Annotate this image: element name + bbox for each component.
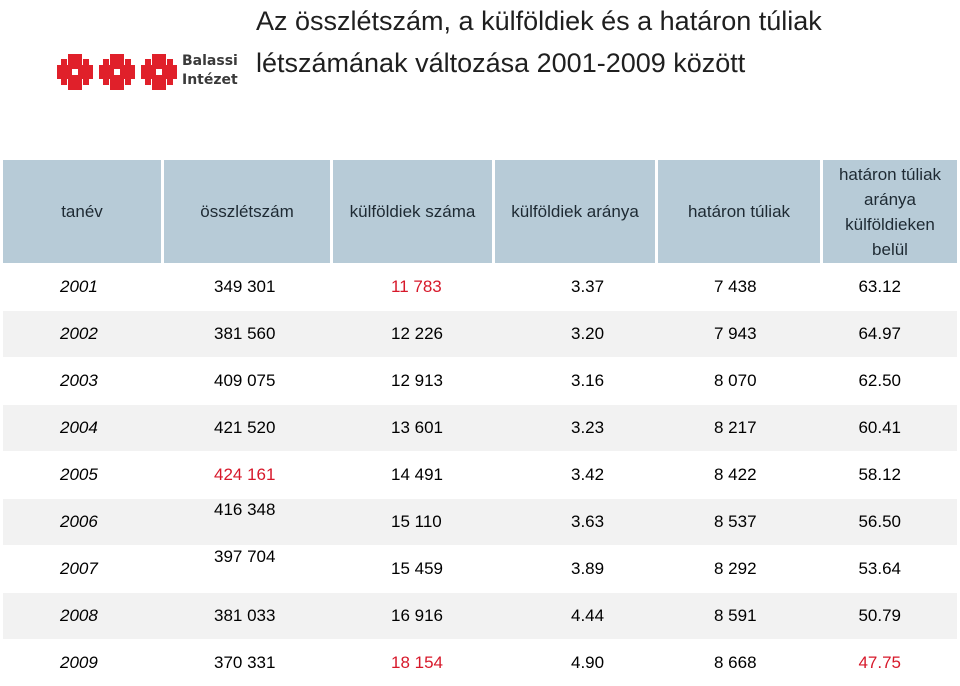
cross-border-ratio-cell-value: 56.50: [858, 512, 901, 531]
foreign-ratio-cell-value: 3.23: [571, 418, 605, 437]
cross-border-cell-value: 8 070: [714, 371, 757, 390]
year-cell-value: 2007: [60, 559, 98, 578]
foreign-cell: [333, 592, 495, 639]
table-row: [3, 310, 957, 357]
total-cell-value: 370 331: [214, 653, 276, 672]
foreign-cell-value: 12 226: [391, 324, 443, 343]
total-cell-value: 421 520: [214, 418, 276, 437]
cross-border-ratio-cell-value: 60.41: [858, 418, 901, 437]
table-row: [3, 404, 957, 451]
cross-border-cell: [658, 404, 823, 451]
cross-border-ratio-cell: [823, 592, 957, 639]
foreign-cell-value: 16 916: [391, 606, 443, 625]
foreign-ratio-cell-value: 3.42: [571, 465, 605, 484]
cross-border-ratio-cell: [823, 545, 957, 592]
foreign-cell-value: 12 913: [391, 371, 443, 390]
total-cell-value: 381 033: [214, 606, 276, 625]
foreign-cell: [333, 498, 495, 545]
foreign-ratio-cell-value: 3.63: [571, 512, 605, 531]
cross-border-ratio-cell-value: 64.97: [858, 324, 901, 343]
cross-border-cell: [658, 451, 823, 498]
table-row: [3, 263, 957, 310]
total-cell: [164, 357, 333, 404]
foreign-ratio-cell: [495, 545, 658, 592]
cross-border-cell-value: 8 591: [714, 606, 757, 625]
cross-border-ratio-cell: [823, 263, 957, 310]
header-total: összlétszám: [164, 160, 333, 263]
cross-border-cell: [658, 263, 823, 310]
foreign-cell: [333, 310, 495, 357]
table-row: [3, 451, 957, 498]
foreign-ratio-cell-value: 4.44: [571, 606, 605, 625]
cross-border-cell-value: 8 668: [714, 653, 757, 672]
foreign-ratio-cell-value: 3.20: [571, 324, 605, 343]
year-cell-value: 2001: [60, 277, 98, 296]
cross-border-ratio-cell: [823, 498, 957, 545]
foreign-ratio-cell: [495, 404, 658, 451]
foreign-cell: [333, 263, 495, 310]
table-row: [3, 357, 957, 404]
total-cell: [164, 451, 333, 498]
year-cell: [3, 498, 164, 545]
year-cell-value: 2006: [60, 512, 98, 531]
year-cell-value: 2004: [60, 418, 98, 437]
table-header-row: [3, 160, 957, 263]
foreign-ratio-cell: [495, 498, 658, 545]
total-cell: [164, 404, 333, 451]
cross-border-ratio-cell: [823, 357, 957, 404]
foreign-ratio-cell: [495, 263, 658, 310]
table-body: [3, 263, 957, 686]
total-cell-value: 416 348: [214, 500, 276, 519]
year-cell-value: 2003: [60, 371, 98, 390]
header-cross-border-ratio: határon túliak aránya külföldieken belül: [823, 160, 957, 263]
foreign-cell-value: 15 459: [391, 559, 443, 578]
cross-border-cell: [658, 498, 823, 545]
foreign-ratio-cell: [495, 451, 658, 498]
foreign-cell-value: 13 601: [391, 418, 443, 437]
cross-border-cell-value: 8 217: [714, 418, 757, 437]
cross-border-ratio-cell: [823, 404, 957, 451]
foreign-cell-value: 11 783: [391, 277, 442, 296]
foreign-ratio-cell-value: 3.37: [571, 277, 605, 296]
foreign-ratio-cell: [495, 357, 658, 404]
table-row: [3, 592, 957, 639]
cross-border-ratio-cell-value: 53.64: [858, 559, 901, 578]
cross-border-ratio-cell-value: 62.50: [858, 371, 901, 390]
header-foreign-ratio: külföldiek aránya: [495, 160, 658, 263]
table-row: [3, 498, 957, 545]
foreign-ratio-cell-value: 3.16: [571, 371, 605, 390]
cross-border-ratio-cell-value: 63.12: [858, 277, 901, 296]
table-row: [3, 545, 957, 592]
foreign-cell: [333, 404, 495, 451]
cross-border-ratio-cell-value: 50.79: [858, 606, 901, 625]
foreign-ratio-cell: [495, 310, 658, 357]
cross-border-ratio-cell-value: 58.12: [858, 465, 901, 484]
year-cell: [3, 404, 164, 451]
total-cell: [164, 263, 333, 310]
cross-border-cell-value: 7 943: [714, 324, 757, 343]
total-cell: [164, 498, 333, 545]
cross-border-cell: [658, 592, 823, 639]
balassi-logo: [56, 50, 246, 95]
total-cell-value: 349 301: [214, 277, 276, 296]
total-cell-value: 397 704: [214, 547, 276, 566]
logo-text: [182, 52, 238, 90]
cross-border-ratio-cell: [823, 451, 957, 498]
year-cell: [3, 357, 164, 404]
cross-border-cell-value: 8 537: [714, 512, 757, 531]
year-cell: [3, 545, 164, 592]
total-cell-value: 424 161: [214, 465, 276, 484]
foreign-cell: [333, 451, 495, 498]
foreign-cell: [333, 357, 495, 404]
cross-border-cell: [658, 357, 823, 404]
cross-border-cell-value: 8 422: [714, 465, 757, 484]
year-cell: [3, 263, 164, 310]
foreign-cell-value: 14 491: [391, 465, 443, 484]
foreign-cell-value: 18 154: [391, 653, 443, 672]
total-cell: [164, 310, 333, 357]
cross-border-cell-value: 7 438: [714, 277, 757, 296]
foreign-ratio-cell: [495, 592, 658, 639]
logo-line-1: Balassi: [182, 53, 238, 69]
foreign-ratio-cell-value: 3.89: [571, 559, 605, 578]
total-cell-value: 409 075: [214, 371, 276, 390]
foreign-cell: [333, 545, 495, 592]
foreign-cell-value: 15 110: [391, 512, 442, 531]
cross-border-cell-value: 8 292: [714, 559, 757, 578]
header-year: tanév: [3, 160, 164, 263]
foreign-ratio-cell-value: 4.90: [571, 653, 605, 672]
year-cell-value: 2002: [60, 324, 98, 343]
cross-border-cell: [658, 545, 823, 592]
statistics-table: [3, 160, 957, 686]
year-cell: [3, 592, 164, 639]
cross-border-cell: [658, 310, 823, 357]
year-cell: [3, 451, 164, 498]
total-cell: [164, 545, 333, 592]
logo-line-2: Intézet: [182, 72, 238, 88]
total-cell-value: 381 560: [214, 324, 276, 343]
total-cell: [164, 592, 333, 639]
header-foreign: külföldiek száma: [333, 160, 495, 263]
year-cell-value: 2009: [60, 653, 98, 672]
header-cross-border: határon túliak: [658, 160, 823, 263]
cross-border-ratio-cell-value: 47.75: [858, 653, 901, 672]
year-cell-value: 2008: [60, 606, 98, 625]
year-cell-value: 2005: [60, 465, 98, 484]
cross-border-ratio-cell: [823, 310, 957, 357]
year-cell: [3, 310, 164, 357]
page-title: Az összlétszám, a külföldiek és a határon túliak létszámának változása 2001-2009 között: [256, 6, 822, 78]
logo-crosses-icon: [56, 50, 178, 95]
